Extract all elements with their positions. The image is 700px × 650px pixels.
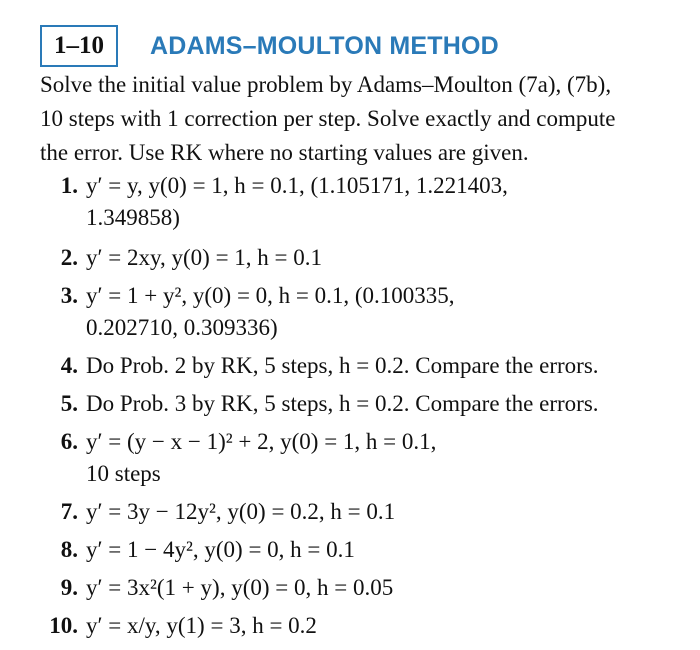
problem-number: 3. — [60, 283, 78, 308]
section-number-box — [40, 25, 118, 67]
problem-text — [86, 280, 676, 344]
problem-text — [86, 572, 676, 604]
problem-line-2: 1.349858) — [86, 205, 180, 230]
problem-line-1: Do Prob. 3 by RK, 5 steps, h = 0.2. Compare the errors. — [86, 391, 599, 416]
problem-line-1: y′ = 1 − 4y², y(0) = 0, h = 0.1 — [86, 537, 355, 562]
problem-number: 6. — [60, 429, 78, 454]
problem-text — [86, 426, 676, 490]
problem-number: 7. — [60, 499, 78, 524]
problem-line-1: y′ = 2xy, y(0) = 1, h = 0.1 — [86, 245, 323, 270]
problem-text — [86, 534, 676, 566]
problem-line-1: y′ = 3y − 12y², y(0) = 0.2, h = 0.1 — [86, 499, 396, 524]
intro-paragraph — [40, 68, 670, 170]
problem-number: 10. — [49, 613, 78, 638]
section-number: 1–10 — [54, 32, 104, 59]
problem-number: 5. — [60, 391, 78, 416]
problem-line-1: Do Prob. 2 by RK, 5 steps, h = 0.2. Compare the errors. — [86, 353, 599, 378]
problem-number: 4. — [60, 353, 78, 378]
problem-text — [86, 170, 676, 234]
section-header — [40, 22, 499, 70]
problem-number: 8. — [60, 537, 78, 562]
problem-number: 2. — [60, 245, 78, 270]
problem-number: 1. — [60, 173, 78, 198]
problem-number: 9. — [60, 575, 78, 600]
problem-line-1: y′ = x/y, y(1) = 3, h = 0.2 — [86, 613, 317, 638]
problem-line-1: y′ = 1 + y², y(0) = 0, h = 0.1, (0.100335, — [86, 283, 455, 308]
problem-text — [86, 388, 676, 420]
problem-text — [86, 242, 676, 274]
section-title: ADAMS–MOULTON METHOD — [150, 31, 499, 60]
intro-line-3: the error. Use RK where no starting values are given. — [40, 140, 529, 165]
problem-line-1: y′ = 3x²(1 + y), y(0) = 0, h = 0.05 — [86, 575, 394, 600]
problem-text — [86, 496, 676, 528]
problem-line-1: y′ = y, y(0) = 1, h = 0.1, (1.105171, 1.221403, — [86, 173, 508, 198]
problem-line-1: y′ = (y − x − 1)² + 2, y(0) = 1, h = 0.1, — [86, 429, 437, 454]
problem-line-2: 10 steps — [86, 461, 161, 486]
problem-line-2: 0.202710, 0.309336) — [86, 315, 278, 340]
intro-line-1: Solve the initial value problem by Adams–Moulton (7a), (7b), — [40, 72, 612, 97]
intro-line-2: 10 steps with 1 correction per step. Solve exactly and compute — [40, 106, 616, 131]
problem-text — [86, 610, 676, 642]
problem-text — [86, 350, 676, 382]
